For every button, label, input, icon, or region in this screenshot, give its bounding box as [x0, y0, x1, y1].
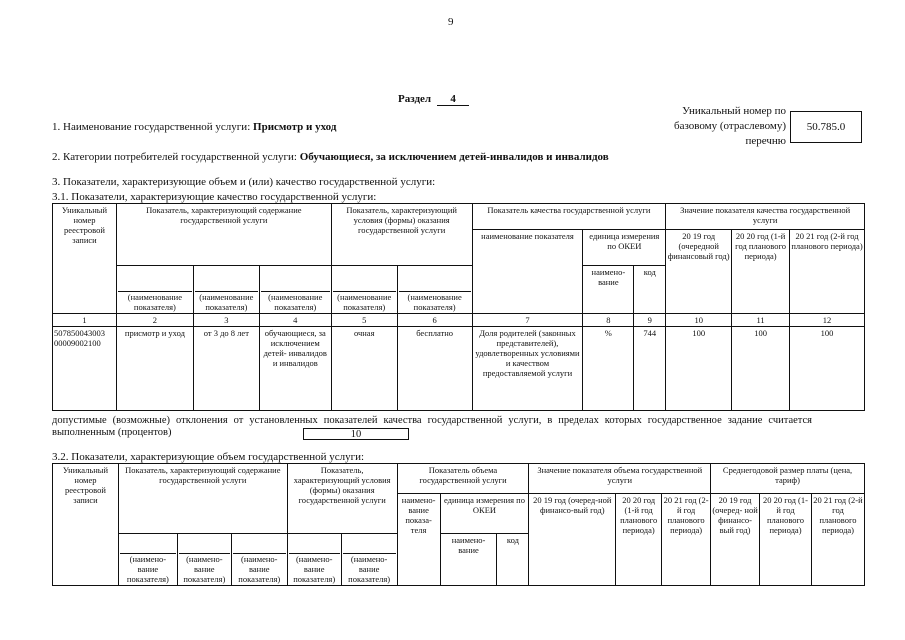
header-quality-indicator: Показатель качества государственной услуги: [472, 204, 666, 230]
param-label: (наименование показателя): [118, 291, 192, 312]
header-param-2b: [118, 534, 177, 586]
service-name-label: 1. Наименование государственной услуги:: [52, 121, 254, 133]
header-param-4: [259, 266, 331, 314]
row-value-2: 100: [732, 327, 790, 411]
section-number: 4: [437, 93, 469, 106]
row-content-2: от 3 до 8 лет: [193, 327, 259, 411]
col-num: 9: [634, 314, 666, 327]
col-num: 1: [53, 314, 117, 327]
col-num: 7: [472, 314, 583, 327]
param-label: (наименование показателя): [399, 291, 471, 312]
header-volume-name: наимено- вание показа- теля: [397, 494, 440, 586]
header-quality-value: Значение показателя качества государственной услуги: [666, 204, 865, 230]
service-name-value: Присмотр и уход: [253, 121, 337, 133]
volume-table: [52, 463, 865, 586]
param-label: (наименование показателя): [333, 291, 396, 312]
consumer-category: [52, 151, 609, 163]
header-param-2: [116, 266, 193, 314]
param-label: (наимено- вание показателя): [179, 553, 230, 584]
quality-table: [52, 203, 865, 411]
row-unit-name: %: [583, 327, 634, 411]
col-num: 10: [666, 314, 732, 327]
header-price-year-1: 20 19 год (очеред- ной финансо- вый год): [711, 494, 760, 586]
header-reg-number-2: Уникальный номер реестровой записи: [53, 464, 119, 586]
header-param-3: [193, 266, 259, 314]
consumer-category-value: Обучающиеся, за исключением детей-инвалидов и инвалидов: [299, 151, 609, 163]
param-label: (наименование показателя): [195, 291, 258, 312]
unique-number-box: 50.785.0: [790, 111, 862, 143]
header-volume-year-3: 20 21 год (2-й год планового периода): [662, 494, 711, 586]
header-okei-unit: единица измерения по ОКЕИ: [583, 230, 666, 266]
row-value-3: 100: [790, 327, 865, 411]
col-num: 12: [790, 314, 865, 327]
header-volume-indicator: Показатель объема государственной услуги: [397, 464, 529, 494]
consumer-category-label: 2. Категории потребителей государственной услуги:: [52, 151, 300, 163]
section-heading: [398, 93, 469, 106]
row-value-1: 100: [666, 327, 732, 411]
deviation-text: допустимые (возможные) отклонения от установленных показателей качества государственной услуги, в пределах которых государственное задание считается выполненным (процентов): [52, 415, 812, 438]
header-condition-indicator: Показатель, характеризующий условия (формы) оказания государственной услуги: [331, 204, 472, 266]
col-num: 2: [116, 314, 193, 327]
header-param-6b: [341, 534, 397, 586]
row-reg-number: 507850043003 00009002100: [53, 327, 117, 411]
unique-number-label: Уникальный номер по базовому (отраслевому) перечню: [673, 105, 786, 147]
header-year-2: 20 20 год (1-й год планового периода): [732, 230, 790, 314]
header-reg-number: Уникальный номер реестровой записи: [53, 204, 117, 314]
col-num: 5: [331, 314, 397, 327]
deviation-value: 10: [303, 428, 409, 440]
header-content-indicator-2: Показатель, характеризующий содержание государственной услуги: [118, 464, 287, 534]
col-num: 4: [259, 314, 331, 327]
param-label: (наименование показателя): [261, 291, 330, 312]
header-year-1: 20 19 год (очередной финансовый год): [666, 230, 732, 314]
section-label: Раздел: [398, 93, 432, 105]
row-content-1: присмотр и уход: [116, 327, 193, 411]
column-number-row: [53, 314, 865, 327]
header-unit-code: код: [634, 266, 666, 314]
header-unit-name-2: наимено- вание: [440, 534, 497, 586]
header-unit-code-2: код: [497, 534, 529, 586]
param-label: (наимено- вание показателя): [343, 553, 396, 584]
col-num: 6: [397, 314, 472, 327]
header-price-year-2: 20 20 год (1-й год планового периода): [760, 494, 812, 586]
param-label: (наимено- вание показателя): [289, 553, 340, 584]
table-row: [53, 327, 865, 411]
row-condition-2: бесплатно: [397, 327, 472, 411]
row-condition-1: очная: [331, 327, 397, 411]
header-indicator-name: наименование показателя: [472, 230, 583, 314]
col-num: 11: [732, 314, 790, 327]
col-num: 8: [583, 314, 634, 327]
header-param-5: [331, 266, 397, 314]
header-price: Среднегодовой размер платы (цена, тариф): [711, 464, 865, 494]
header-price-year-3: 20 21 год (2-й год планового периода): [811, 494, 864, 586]
header-volume-year-1: 20 19 год (очеред-ной финансо-вый год): [529, 494, 616, 586]
header-param-5b: [287, 534, 341, 586]
row-unit-code: 744: [634, 327, 666, 411]
volume-heading: 3.2. Показатели, характеризующие объем государственной услуги:: [52, 451, 365, 463]
quality-heading: 3.1. Показатели, характеризующие качество государственной услуги:: [52, 191, 377, 203]
header-unit-name: наимено- вание: [583, 266, 634, 314]
header-condition-indicator-2: Показатель, характеризующий условия (формы) оказания государственной услуги: [287, 464, 397, 534]
param-label: (наимено- вание показателя): [233, 553, 286, 584]
col-num: 3: [193, 314, 259, 327]
header-param-3b: [177, 534, 231, 586]
service-name: [52, 121, 336, 133]
row-content-3: обучающиеся, за исключением детей- инвалидов и инвалидов: [259, 327, 331, 411]
header-param-4b: [231, 534, 287, 586]
header-year-3: 20 21 год (2-й год планового периода): [790, 230, 865, 314]
row-indicator-name: Доля родителей (законных представителей), удовлетворенных условиями и качеством предоставляемой услуги: [472, 327, 583, 411]
header-okei-unit-2: единица измерения по ОКЕИ: [440, 494, 529, 534]
header-param-6: [397, 266, 472, 314]
param-label: (наимено- вание показателя): [120, 553, 176, 584]
header-content-indicator: Показатель, характеризующий содержание государственной услуги: [116, 204, 331, 266]
indicators-heading: 3. Показатели, характеризующие объем и (или) качество государственной услуги:: [52, 176, 436, 188]
header-volume-value: Значение показателя объема государственной услуги: [529, 464, 711, 494]
header-volume-year-2: 20 20 год (1-й год планового периода): [616, 494, 662, 586]
page-number: 9: [448, 16, 454, 28]
